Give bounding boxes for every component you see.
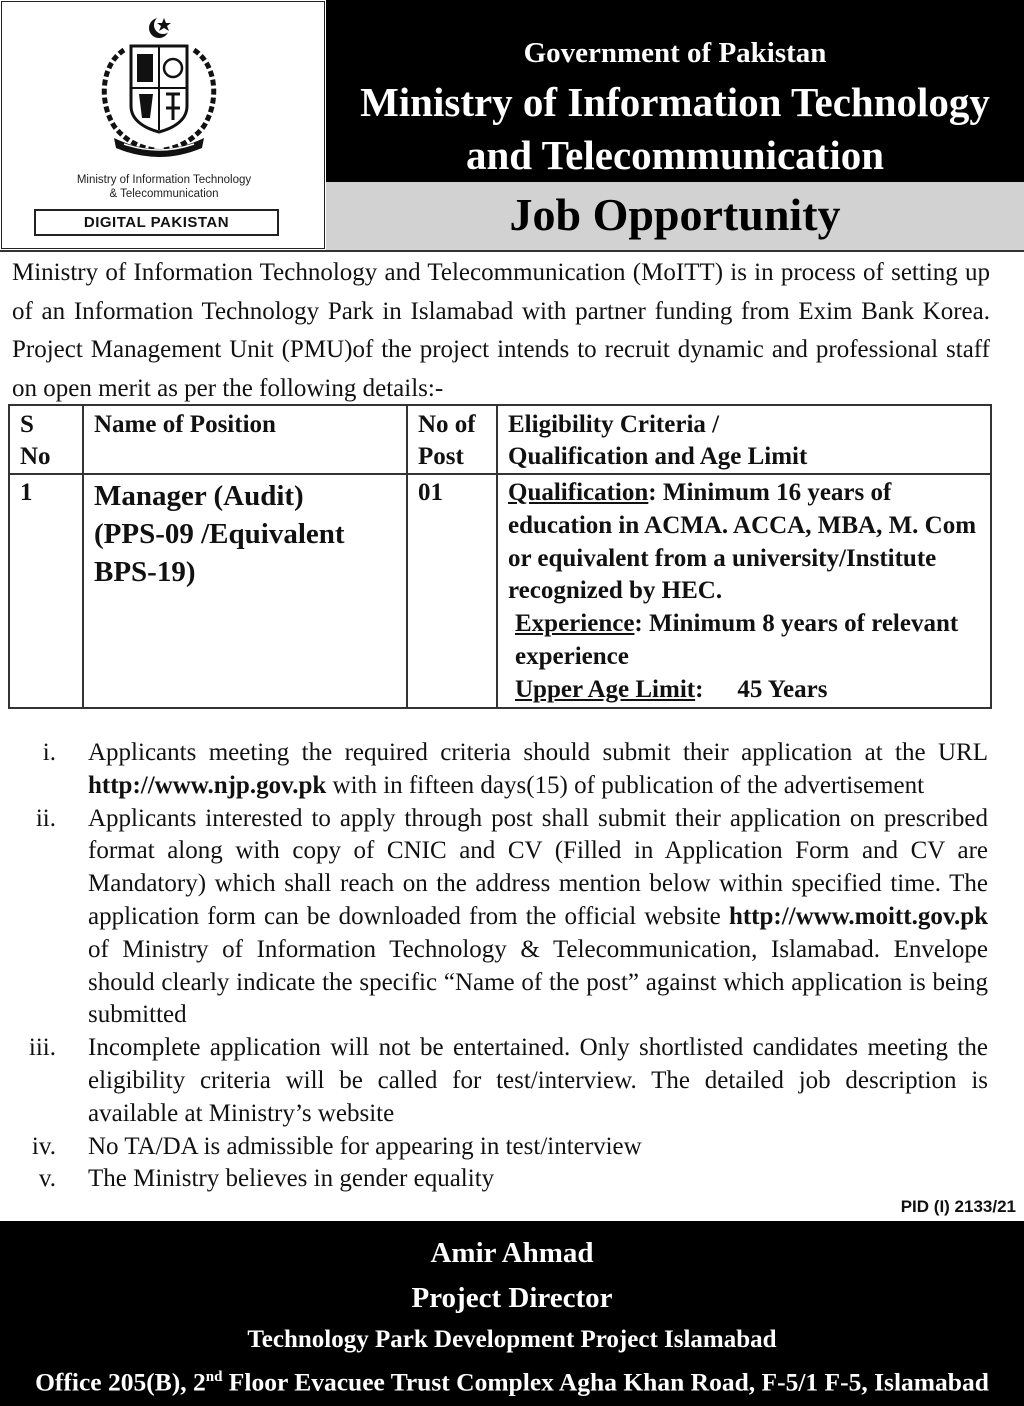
list-item-number: i.: [42, 739, 56, 766]
note-text-part: Applicants interested to apply through post shall submit their application on prescribed format along with copy of CNIC and CV (Filled in Application Form and CV are Mandatory) which shall reach on the address mention below within specified time. The application form can be downloaded from the official website: [88, 804, 988, 930]
logo-ministry-line2: & Telecommunication: [109, 188, 219, 200]
header-eligibility: [497, 405, 991, 474]
header-sno-line2: No: [20, 443, 51, 470]
title-block: [326, 0, 1024, 182]
footer-contact: [0, 1221, 1024, 1406]
njp-url-link[interactable]: http://www.njp.gov.pk: [88, 771, 327, 799]
header-sno: [9, 405, 83, 474]
job-opportunity-banner: [326, 182, 1024, 250]
list-item: [0, 1131, 1024, 1164]
experience-label: Experience: [515, 610, 635, 638]
contact-name: Amir Ahmad: [430, 1237, 594, 1269]
contact-title: Project Director: [411, 1282, 613, 1314]
list-item: [0, 1032, 1024, 1130]
age-limit-value: 45 Years: [737, 675, 828, 703]
office-address: [0, 1361, 1024, 1399]
header-eligibility-line1: Eligibility Criteria /: [508, 411, 720, 438]
header-divider: [0, 250, 1024, 252]
header-position: [83, 405, 407, 474]
list-item-number: ii.: [35, 804, 56, 832]
experience-value: : Minimum 8 years of relevant experience: [515, 610, 959, 670]
government-title: Government of Pakistan: [523, 37, 827, 69]
ministry-title-line1: Ministry of Information Technology: [360, 79, 990, 125]
list-item: [0, 737, 1024, 803]
header-posts: [407, 405, 497, 474]
list-item-text: No TA/DA is admissible for appearing in test/interview: [88, 1132, 642, 1160]
cell-eligibility: [497, 474, 991, 708]
cell-sno: 1: [9, 474, 83, 708]
cell-posts: 01: [407, 474, 497, 708]
digital-pakistan-badge: DIGITAL PAKISTAN: [34, 209, 279, 236]
position-line3: BPS-19): [94, 556, 196, 588]
list-item-number: iii.: [28, 1034, 56, 1062]
list-item-text: Incomplete application will not be entertained. Only shortlisted candidates meeting the eligibility criteria will be called for test/interview. The detailed job description is available at Ministry’s website: [88, 1034, 988, 1127]
qualification-label: Qualification: [508, 479, 649, 506]
header-eligibility-line2: Qualification and Age Limit: [508, 443, 808, 470]
header: [0, 0, 1024, 252]
note-text-part: with in fifteen days(15) of publication of the advertisement: [326, 771, 925, 799]
header-position-label: Name of Position: [94, 411, 276, 438]
ministry-title-line2: and Telecommunication: [465, 132, 885, 178]
header-posts-line1: No of: [418, 411, 476, 438]
note-text-part: Applicants meeting the required criteria should submit their application at the URL: [88, 739, 988, 766]
pid-reference: PID (I) 2133/21: [900, 1197, 1016, 1216]
list-item-number: v.: [38, 1165, 56, 1193]
logo-box: [1, 1, 325, 249]
list-item-number: iv.: [31, 1132, 56, 1160]
position-line2: (PPS-09 /Equivalent: [94, 518, 345, 550]
address-ordinal: nd: [205, 1369, 223, 1385]
pakistan-state-emblem-icon: [84, 14, 234, 162]
instructions-list: [0, 737, 1024, 1196]
positions-table: [8, 404, 992, 709]
list-item-text: [88, 803, 988, 1033]
qualification-text: [508, 477, 980, 608]
intro-paragraph: Ministry of Information Technology and Telecommunication (MoITT) is in process of setting up of an Information Technology Park in Islamabad with partner funding from Exim Bank Korea. Project Management Unit (PMU)of the project intends to recruit dynamic and professional staff on open merit as per the following details:-: [12, 259, 990, 402]
age-limit-sep: :: [695, 675, 704, 703]
table-row: [9, 474, 991, 708]
logo-ministry-line1: Ministry of Information Technology: [76, 174, 252, 186]
address-part: Floor Evacuee Trust Complex Agha Khan Road, F-5/1 F-5, Islamabad: [222, 1367, 989, 1397]
job-opportunity-title: Job Opportunity: [509, 189, 841, 240]
project-name: Technology Park Development Project Islamabad: [247, 1326, 777, 1353]
list-item-text: [88, 737, 988, 803]
header-sno-line1: S: [20, 411, 34, 438]
cell-position: [83, 474, 407, 708]
table-header-row: [9, 405, 991, 474]
age-limit-text: [508, 674, 980, 707]
position-line1: Manager (Audit): [94, 480, 304, 512]
age-limit-label: Upper Age Limit: [515, 675, 696, 703]
qualification-value: : Minimum 16 years of education in ACMA. ACCA, MBA, M. Com or equivalent from a university/Institute recognized by HEC.: [508, 479, 977, 605]
address-part: Office 205(B), 2: [35, 1367, 206, 1397]
note-text-part: of Ministry of Information Technology & Telecommunication, Islamabad. Envelope should clearly indicate the specific “Name of the post” against which application is being submitted: [88, 935, 988, 1029]
list-item: [0, 1163, 1024, 1196]
experience-text: [508, 608, 980, 674]
moitt-url-link[interactable]: http://www.moitt.gov.pk: [728, 902, 988, 930]
list-item: [0, 803, 1024, 1033]
list-item-text: The Ministry believes in gender equality: [88, 1165, 495, 1193]
header-posts-line2: Post: [418, 443, 464, 470]
